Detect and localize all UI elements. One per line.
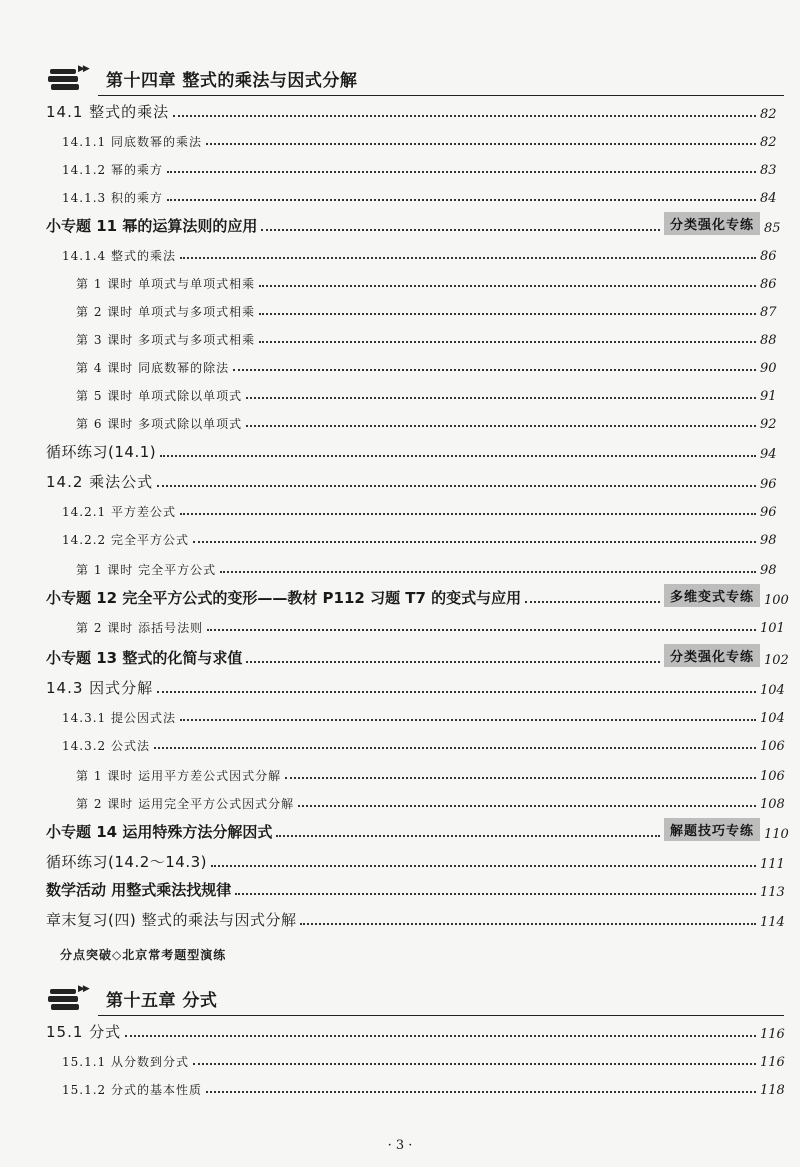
dot-leader bbox=[235, 893, 756, 895]
arrow-icon: ▶▶ bbox=[78, 64, 88, 74]
toc-entry[interactable] bbox=[0, 850, 800, 872]
toc-entry-page: 98 bbox=[760, 533, 777, 548]
toc-entry-label: 第 6 课时 多项式除以单项式 bbox=[76, 417, 243, 431]
dot-leader bbox=[233, 369, 756, 371]
dot-leader bbox=[167, 199, 756, 201]
toc-entry-label: 14.1.1 同底数幂的乘法 bbox=[62, 135, 202, 149]
toc-entry[interactable] bbox=[0, 676, 800, 698]
dot-leader bbox=[206, 1091, 756, 1093]
toc-entry-page: 88 bbox=[760, 333, 777, 348]
dot-leader bbox=[160, 455, 756, 457]
toc-entry-label: 14.2 乘法公式 bbox=[46, 473, 154, 491]
practice-badge: 多维变式专练 bbox=[664, 584, 760, 607]
toc-entry-label: 第 2 课时 单项式与多项式相乘 bbox=[76, 305, 256, 319]
toc-entry[interactable] bbox=[0, 704, 800, 726]
toc-entry-page: 110 bbox=[764, 827, 789, 842]
toc-entry-page: 108 bbox=[760, 797, 785, 812]
toc-entry-label: 15.1 分式 bbox=[46, 1023, 122, 1041]
toc-entry-label: 小专题 13 整式的化简与求值 bbox=[46, 649, 243, 667]
page-number: · 3 · bbox=[387, 1138, 413, 1153]
toc-entry[interactable] bbox=[0, 790, 800, 812]
dot-leader bbox=[285, 777, 756, 779]
toc-entry[interactable] bbox=[0, 1048, 800, 1070]
toc-entry-page: 116 bbox=[760, 1027, 785, 1042]
toc-entry-page: 101 bbox=[760, 621, 785, 636]
toc-entry-page: 84 bbox=[760, 191, 777, 206]
chapter-rule bbox=[98, 95, 784, 97]
dot-leader bbox=[193, 541, 756, 543]
toc-entry[interactable] bbox=[0, 614, 800, 636]
toc-entry-page: 98 bbox=[760, 563, 777, 578]
toc-entry-label: 第 1 课时 完全平方公式 bbox=[76, 563, 217, 577]
dot-leader bbox=[157, 485, 756, 487]
toc-entry[interactable] bbox=[0, 762, 800, 784]
dot-leader bbox=[525, 601, 660, 603]
toc-entry-page: 113 bbox=[760, 885, 785, 900]
toc-entry[interactable] bbox=[0, 184, 800, 206]
toc-entry-label: 14.1.4 整式的乘法 bbox=[62, 249, 176, 263]
dot-leader bbox=[180, 257, 756, 259]
toc-entry-label: 14.1.2 幂的乘方 bbox=[62, 163, 163, 177]
arrow-icon: ▶▶ bbox=[78, 984, 88, 994]
toc-entry-label: 14.1 整式的乘法 bbox=[46, 103, 170, 121]
toc-entry-page: 91 bbox=[760, 389, 777, 404]
toc-entry-label: 章末复习(四) 整式的乘法与因式分解 bbox=[46, 911, 297, 929]
toc-entry-page: 82 bbox=[760, 135, 777, 150]
dot-leader bbox=[298, 805, 756, 807]
toc-entry-label: 数学活动 用整式乘法找规律 bbox=[46, 881, 232, 899]
toc-entry-label: 14.2.1 平方差公式 bbox=[62, 505, 176, 519]
toc-entry-page: 111 bbox=[760, 857, 785, 872]
dot-leader bbox=[259, 285, 756, 287]
toc-entry[interactable] bbox=[0, 498, 800, 520]
toc-entry[interactable] bbox=[0, 440, 800, 462]
toc-entry-label: 14.3 因式分解 bbox=[46, 679, 154, 697]
toc-entry-page: 118 bbox=[760, 1083, 785, 1098]
toc-entry[interactable] bbox=[0, 128, 800, 150]
toc-entry-label: 14.3.2 公式法 bbox=[62, 739, 150, 753]
toc-entry-label: 第 4 课时 同底数幂的除法 bbox=[76, 361, 230, 375]
dot-leader bbox=[157, 691, 756, 693]
toc-entry-page: 82 bbox=[760, 107, 777, 122]
toc-entry[interactable] bbox=[0, 908, 800, 930]
dot-leader bbox=[246, 397, 756, 399]
toc-entry-page: 102 bbox=[764, 653, 789, 668]
dot-leader bbox=[276, 835, 660, 837]
toc-entry[interactable] bbox=[0, 556, 800, 578]
chapter-14-heading bbox=[44, 62, 784, 96]
dot-leader bbox=[180, 719, 756, 721]
toc-entry[interactable] bbox=[0, 470, 800, 492]
toc-entry-label: 循环练习(14.1) bbox=[46, 443, 157, 461]
chapter-15-heading bbox=[44, 982, 784, 1016]
toc-entry[interactable] bbox=[0, 270, 800, 292]
toc-entry[interactable] bbox=[0, 586, 800, 608]
dot-leader bbox=[207, 629, 756, 631]
toc-entry-label: 第 1 课时 运用平方差公式因式分解 bbox=[76, 769, 282, 783]
dot-leader bbox=[259, 313, 756, 315]
toc-entry-label: 15.1.2 分式的基本性质 bbox=[62, 1083, 202, 1097]
toc-entry[interactable] bbox=[0, 526, 800, 548]
practice-badge: 分类强化专练 bbox=[664, 212, 760, 235]
toc-entry[interactable] bbox=[0, 1076, 800, 1098]
toc-entry-label: 循环练习(14.2～14.3) bbox=[46, 853, 208, 871]
toc-entry-label: 小专题 14 运用特殊方法分解因式 bbox=[46, 823, 273, 841]
toc-entry[interactable] bbox=[0, 156, 800, 178]
toc-entry-page: 87 bbox=[760, 305, 777, 320]
dot-leader bbox=[180, 513, 756, 515]
toc-entry[interactable] bbox=[0, 326, 800, 348]
toc-entry-page: 96 bbox=[760, 505, 777, 520]
chapter-title: 第十五章 分式 bbox=[106, 991, 218, 1011]
dot-leader bbox=[211, 865, 756, 867]
toc-entry[interactable] bbox=[0, 820, 800, 842]
toc-entry[interactable] bbox=[0, 298, 800, 320]
practice-badge: 解题技巧专练 bbox=[664, 818, 760, 841]
dot-leader bbox=[193, 1063, 756, 1065]
toc-entry-page: 114 bbox=[760, 915, 785, 930]
toc-entry-label: 14.1.3 积的乘方 bbox=[62, 191, 163, 205]
toc-entry-label: 小专题 11 幂的运算法则的应用 bbox=[46, 217, 258, 235]
toc-entry-label: 第 3 课时 多项式与多项式相乘 bbox=[76, 333, 256, 347]
toc-entry-label: 14.3.1 提公因式法 bbox=[62, 711, 176, 725]
toc-entry-label: 第 2 课时 运用完全平方公式因式分解 bbox=[76, 797, 295, 811]
dot-leader bbox=[154, 747, 756, 749]
toc-entry-page: 96 bbox=[760, 477, 777, 492]
toc-entry-label: 第 1 课时 单项式与单项式相乘 bbox=[76, 277, 256, 291]
toc-entry-label: 第 2 课时 添括号法则 bbox=[76, 621, 204, 635]
toc-entry[interactable] bbox=[0, 354, 800, 376]
toc-entry-page: 83 bbox=[760, 163, 777, 178]
toc-entry-label: 小专题 12 完全平方公式的变形——教材 P112 习题 T7 的变式与应用 bbox=[46, 589, 522, 607]
toc-entry[interactable] bbox=[0, 242, 800, 264]
dot-leader bbox=[261, 229, 660, 231]
toc-entry-page: 116 bbox=[760, 1055, 785, 1070]
dot-leader bbox=[300, 923, 756, 925]
toc-entry-page: 100 bbox=[764, 593, 789, 608]
toc-entry-page: 104 bbox=[760, 683, 785, 698]
toc-entry[interactable] bbox=[0, 878, 800, 900]
toc-entry[interactable] bbox=[0, 1020, 800, 1042]
chapter-rule bbox=[98, 1015, 784, 1017]
dot-leader bbox=[125, 1035, 756, 1037]
practice-badge: 分类强化专练 bbox=[664, 644, 760, 667]
toc-entry-page: 106 bbox=[760, 739, 785, 754]
dot-leader bbox=[259, 341, 756, 343]
section-note: 分点突破◇北京常考题型演练 bbox=[60, 948, 227, 962]
dot-leader bbox=[220, 571, 756, 573]
toc-entry-page: 90 bbox=[760, 361, 777, 376]
toc-entry[interactable] bbox=[0, 100, 800, 122]
toc-entry-label: 15.1.1 从分数到分式 bbox=[62, 1055, 189, 1069]
toc-entry[interactable] bbox=[0, 646, 800, 668]
toc-entry-label: 14.2.2 完全平方公式 bbox=[62, 533, 189, 547]
dot-leader bbox=[246, 661, 660, 663]
dot-leader bbox=[246, 425, 756, 427]
dot-leader bbox=[206, 143, 756, 145]
toc-entry[interactable] bbox=[0, 410, 800, 432]
toc-entry[interactable] bbox=[0, 382, 800, 404]
toc-entry-page: 106 bbox=[760, 769, 785, 784]
toc-entry-page: 86 bbox=[760, 249, 777, 264]
toc-entry-page: 94 bbox=[760, 447, 777, 462]
dot-leader bbox=[167, 171, 756, 173]
toc-entry-page: 85 bbox=[764, 221, 781, 236]
toc-entry[interactable] bbox=[0, 214, 800, 236]
toc-entry-label: 第 5 课时 单项式除以单项式 bbox=[76, 389, 243, 403]
toc-entry-page: 92 bbox=[760, 417, 777, 432]
chapter-title: 第十四章 整式的乘法与因式分解 bbox=[106, 71, 358, 91]
toc-entry-page: 104 bbox=[760, 711, 785, 726]
dot-leader bbox=[173, 115, 756, 117]
toc-entry[interactable] bbox=[0, 732, 800, 754]
toc-entry-page: 86 bbox=[760, 277, 777, 292]
